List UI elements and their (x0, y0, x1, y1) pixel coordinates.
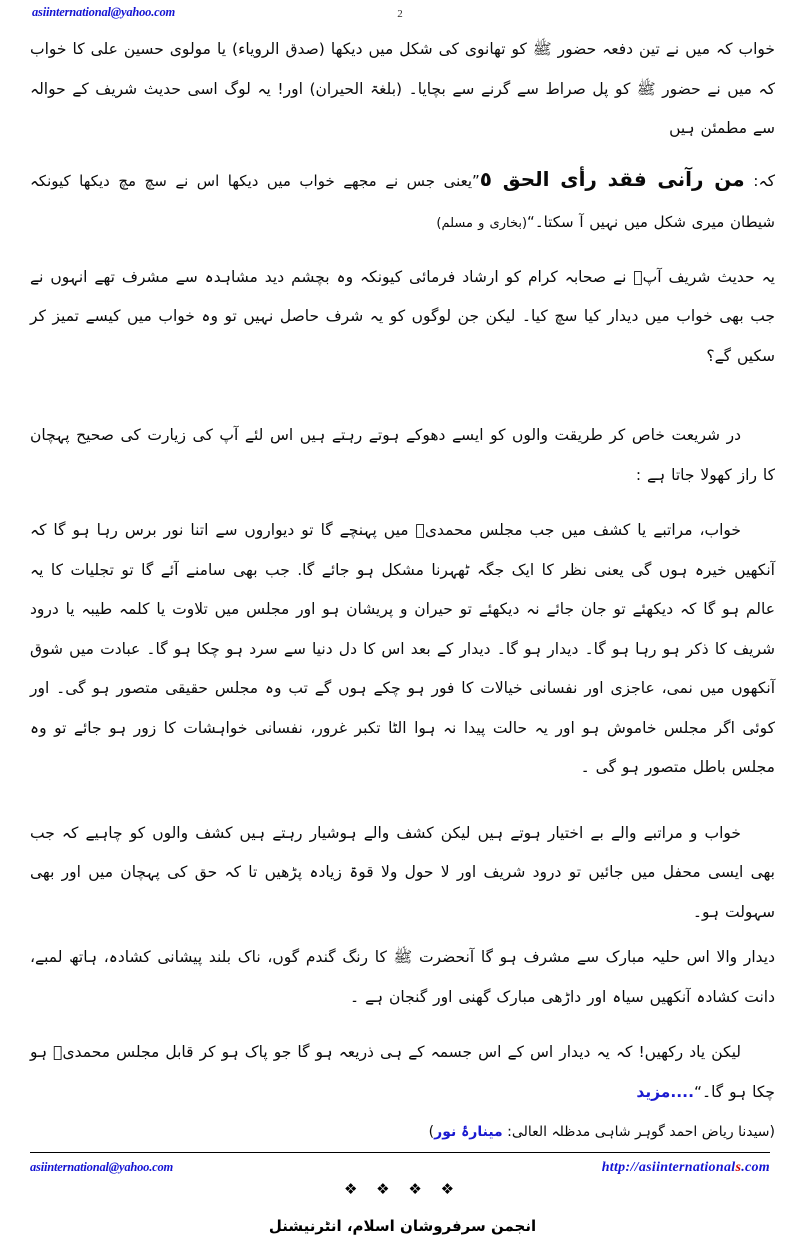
paragraph-4 (30, 416, 775, 495)
paragraph-4-text: در شریعت خاص کر طریقت والوں کو ایسے دھوکے ہوتے رہتے ہیں اس لئے آپ کی زیارت کی صحیح پہچان کا راز کھولا جاتا ہے : (30, 426, 775, 484)
signature-open: (سیدنا ریاض احمد گوہر شاہی مدظلہ العالی: (502, 1124, 775, 1141)
page-number: 2 (397, 8, 403, 20)
paragraph-8-text: لیکن یاد رکھیں! کہ یہ دیدار اس کے اس جسمہ کے ہی ذریعہ ہو گا جو پاک ہو کر قابل مجلس محمدیؐ ہو چکا ہو گا۔“ (30, 1043, 775, 1101)
paragraph-6-text: خواب و مراتبے والے بے اختیار ہوتے ہیں لیکن کشف والے ہوشیار رہتے ہیں کشف والوں کو چاہیے کہ جب بھی ایسی محفل میں جائیں تو درود شریف اور لا حول ولا قوۃ زیادہ پڑھیں تا کہ حق کی پہچان میں اور بھی سہولت ہو۔ (30, 823, 775, 921)
footer-email-link[interactable]: asiinternational@yahoo.com (30, 1160, 174, 1174)
spacer (30, 382, 775, 416)
header-email-link[interactable]: asiinternational@yahoo.com (32, 5, 176, 19)
organisation-name: انجمن سرفروشان اسلام، انٹرنیشنل (268, 1216, 537, 1235)
signature-close: ) (428, 1124, 435, 1141)
hadith-translation: ”یعنی جس نے مجھے خواب میں دیکھا اس نے سچ مچ دیکھا کیونکہ شیطان میری شکل میں نہیں آ سکتا۔“ (30, 171, 775, 231)
paragraph-3 (30, 258, 775, 377)
hadith-prefix: کہ: (744, 171, 775, 190)
footer-divider (30, 1152, 770, 1153)
paragraph-5-text: خواب، مراتبے یا کشف میں جب مجلس محمدیؐ میں پہنچے گا تو دیواروں سے اتنا نور برس رہا ہو گا کہ آنکھیں خیرہ ہوں گی یعنی نظر کا ایک جگہ ٹھہرنا مشکل ہو جائے گا. جب بھی سامنے آئے گا تو تجلیات کا یہ عالم ہو گا کہ دیکھئے تو جان جائے نہ دیکھئے تو حیران و پریشان ہو اور مجلس میں تلاوت یا کلمہ طیبہ یا درود شریف کا ذکر ہو رہا ہو گا۔ دیدار ہو گا۔ دیدار کے بعد اس کا دل دنیا سے سرد ہو چکا ہو گا۔ عبادت میں شوق آنکھوں میں نمی، عاجزی اور نفسانی خیالات کا فور ہو چکے ہوں گے تب وہ مجلس حقیقی متصور ہو گی۔ اور کوئی اگر مجلس خاموش ہو اور یہ حالت پیدا نہ ہوا الٹا تکبر غرور، نفسانی خواہشات کا زور ہو جائے تو وہ مجلس باطل متصور ہو گی ۔ (30, 521, 775, 777)
footer-row (30, 1160, 770, 1176)
paragraph-7 (30, 938, 775, 1017)
paragraph-3-text: یہ حدیث شریف آپؐ نے صحابہ کرام کو ارشاد فرمائی کیونکہ وہ بچشم دید مشاہدہ سے مشرف تھے انہوں نے جب بھی خواب میں دیدار کیا سچ کیا۔ لیکن جن لوگوں کو یہ شرف حاصل نہیں تو وہ خواب میں کیسے تمیز کر سکیں گے؟ (30, 267, 775, 365)
paragraph-8 (30, 1033, 775, 1112)
spacer (30, 1023, 775, 1033)
paragraph-6 (30, 814, 775, 933)
paragraph-5 (30, 511, 775, 788)
paragraph-1 (30, 30, 775, 149)
signature-source-accent: مینارۂ نور (434, 1124, 503, 1141)
spacer (30, 794, 775, 814)
footer-url-highlight: s (735, 1160, 742, 1175)
footer-url-suffix: .com (741, 1160, 770, 1175)
spacer (30, 501, 775, 511)
hadith-source-reference: (بخاری و مسلم) (436, 215, 528, 231)
footer-url-prefix: http://asiinternational (601, 1160, 736, 1175)
hadith-arabic-quote: من رآنی فقد رأی الحق ٥ (479, 166, 745, 191)
diamond-ornament-icon: ❖ ❖ ❖ ❖ (343, 1179, 462, 1198)
footer-website-link[interactable] (602, 1160, 770, 1176)
more-link[interactable]: ....مزید (636, 1082, 694, 1101)
author-signature (30, 1118, 775, 1147)
paragraph-7-text: دیدار والا اس حلیہ مبارک سے مشرف ہو گا آنحضرت ﷺ کا رنگ گندم گوں، ناک بلند پیشانی کشادہ، ہاتھ لمبے، دانت کشادہ آنکھیں سیاہ اور داڑھی مبارک گھنی اور گنجان ہے ۔ (30, 948, 775, 1006)
page-header (0, 0, 800, 30)
paragraph-1-text: خواب کہ میں نے تین دفعہ حضور ﷺ کو تھانوی کی شکل میں دیکھا (صدق الرویاء) یا مولوی حسین علی کا خواب کہ میں نے حضور ﷺ کو پل صراط سے گرنے سے بچایا۔ (بلغۃ الحیران) اور! یہ لوگ اسی حدیث شریف کے حوالہ سے مطمئن ہیں (30, 40, 775, 138)
page-footer (30, 1152, 770, 1176)
spacer (30, 248, 775, 258)
paragraph-2-hadith (30, 155, 775, 242)
document-body (30, 30, 775, 1235)
